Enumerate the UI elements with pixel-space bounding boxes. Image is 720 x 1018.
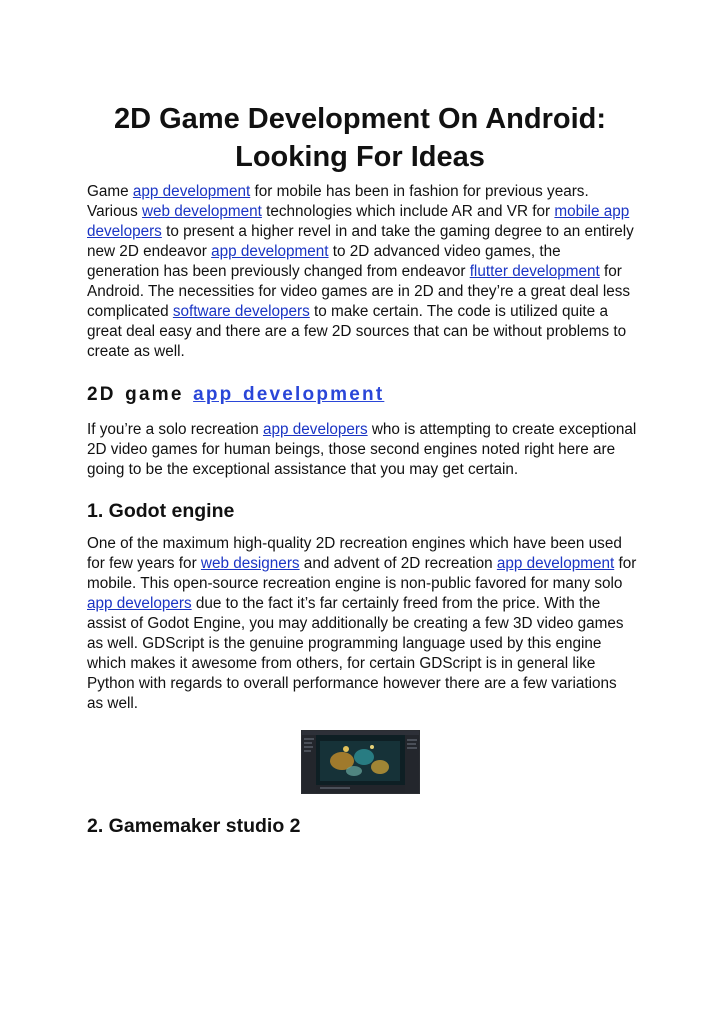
text-run: technologies which include AR and VR for [261, 203, 555, 220]
text-run: If you’re a solo recreation [87, 421, 264, 438]
section-heading-gamemaker: 2. Gamemaker studio 2 [87, 815, 301, 837]
section1-paragraph [87, 420, 637, 480]
inline-link[interactable]: app development [132, 183, 251, 200]
text-run: One of the maximum high-quality 2D recreation engines which have been used for few years for [87, 535, 622, 572]
inline-link[interactable]: app development [496, 555, 615, 572]
text-run: for mobile has been in fashion for previous years. Various [87, 183, 589, 220]
inline-link[interactable]: mobile app developers [87, 203, 630, 240]
inline-link[interactable]: web development [141, 203, 262, 220]
godot-editor-screenshot-graphic [302, 731, 419, 793]
text-run: for Android. The necessities for video games are in 2D and they’re a great deal less complicated [87, 263, 631, 320]
title-line-1: 2D Game Development On Android: [114, 103, 606, 135]
text-run: to present a higher revel in and take the gaming degree to an entirely new 2D endeavor [87, 223, 634, 260]
title-line-2: Looking For Ideas [235, 141, 485, 173]
text-run: Game [87, 183, 133, 200]
section-heading-2d-game [87, 383, 637, 407]
inline-link[interactable]: web designers [200, 555, 300, 572]
intro-paragraph [87, 182, 637, 362]
text-run: and advent of 2D recreation [299, 555, 497, 572]
section-heading-godot: 1. Godot engine [87, 500, 235, 522]
section-heading-text: 2D game [87, 384, 194, 405]
godot-editor-screenshot [301, 730, 420, 794]
inline-link[interactable]: flutter development [469, 263, 600, 280]
text-run: due to the fact it’s far certainly freed from the price. With the assist of Godot Engine, you may additionally be creating a few 3D video games as well. GDScript is the genuine programming language used by this engine which makes it awesome from others, for certain GDScript is in general like Python with regards to overall performance however there are a few variations as well. [87, 595, 624, 712]
inline-link[interactable]: software developers [172, 303, 310, 320]
inline-link[interactable]: app developers [87, 595, 192, 612]
article [87, 100, 637, 838]
figure-container [87, 730, 637, 792]
inline-link[interactable]: app developers [263, 421, 368, 438]
article-title [85, 100, 635, 176]
section-heading-link[interactable]: app development [193, 384, 385, 405]
text-run: to make certain. The code is utilized quite a great deal easy and there are a few 2D sources that can be without problems to create as well. [87, 303, 627, 360]
text-run: to 2D advanced video games, the generation has been previously changed from endeavor [87, 243, 561, 280]
section2-paragraph [87, 534, 637, 714]
inline-link[interactable]: app development [211, 243, 329, 260]
text-run: who is attempting to create exceptional 2D video games for human beings, those second engines noted right here are going to be the exceptional assistance that you may get certain. [87, 421, 637, 478]
text-run: for mobile. This open-source recreation engine is non-public favored for many solo [87, 555, 637, 592]
